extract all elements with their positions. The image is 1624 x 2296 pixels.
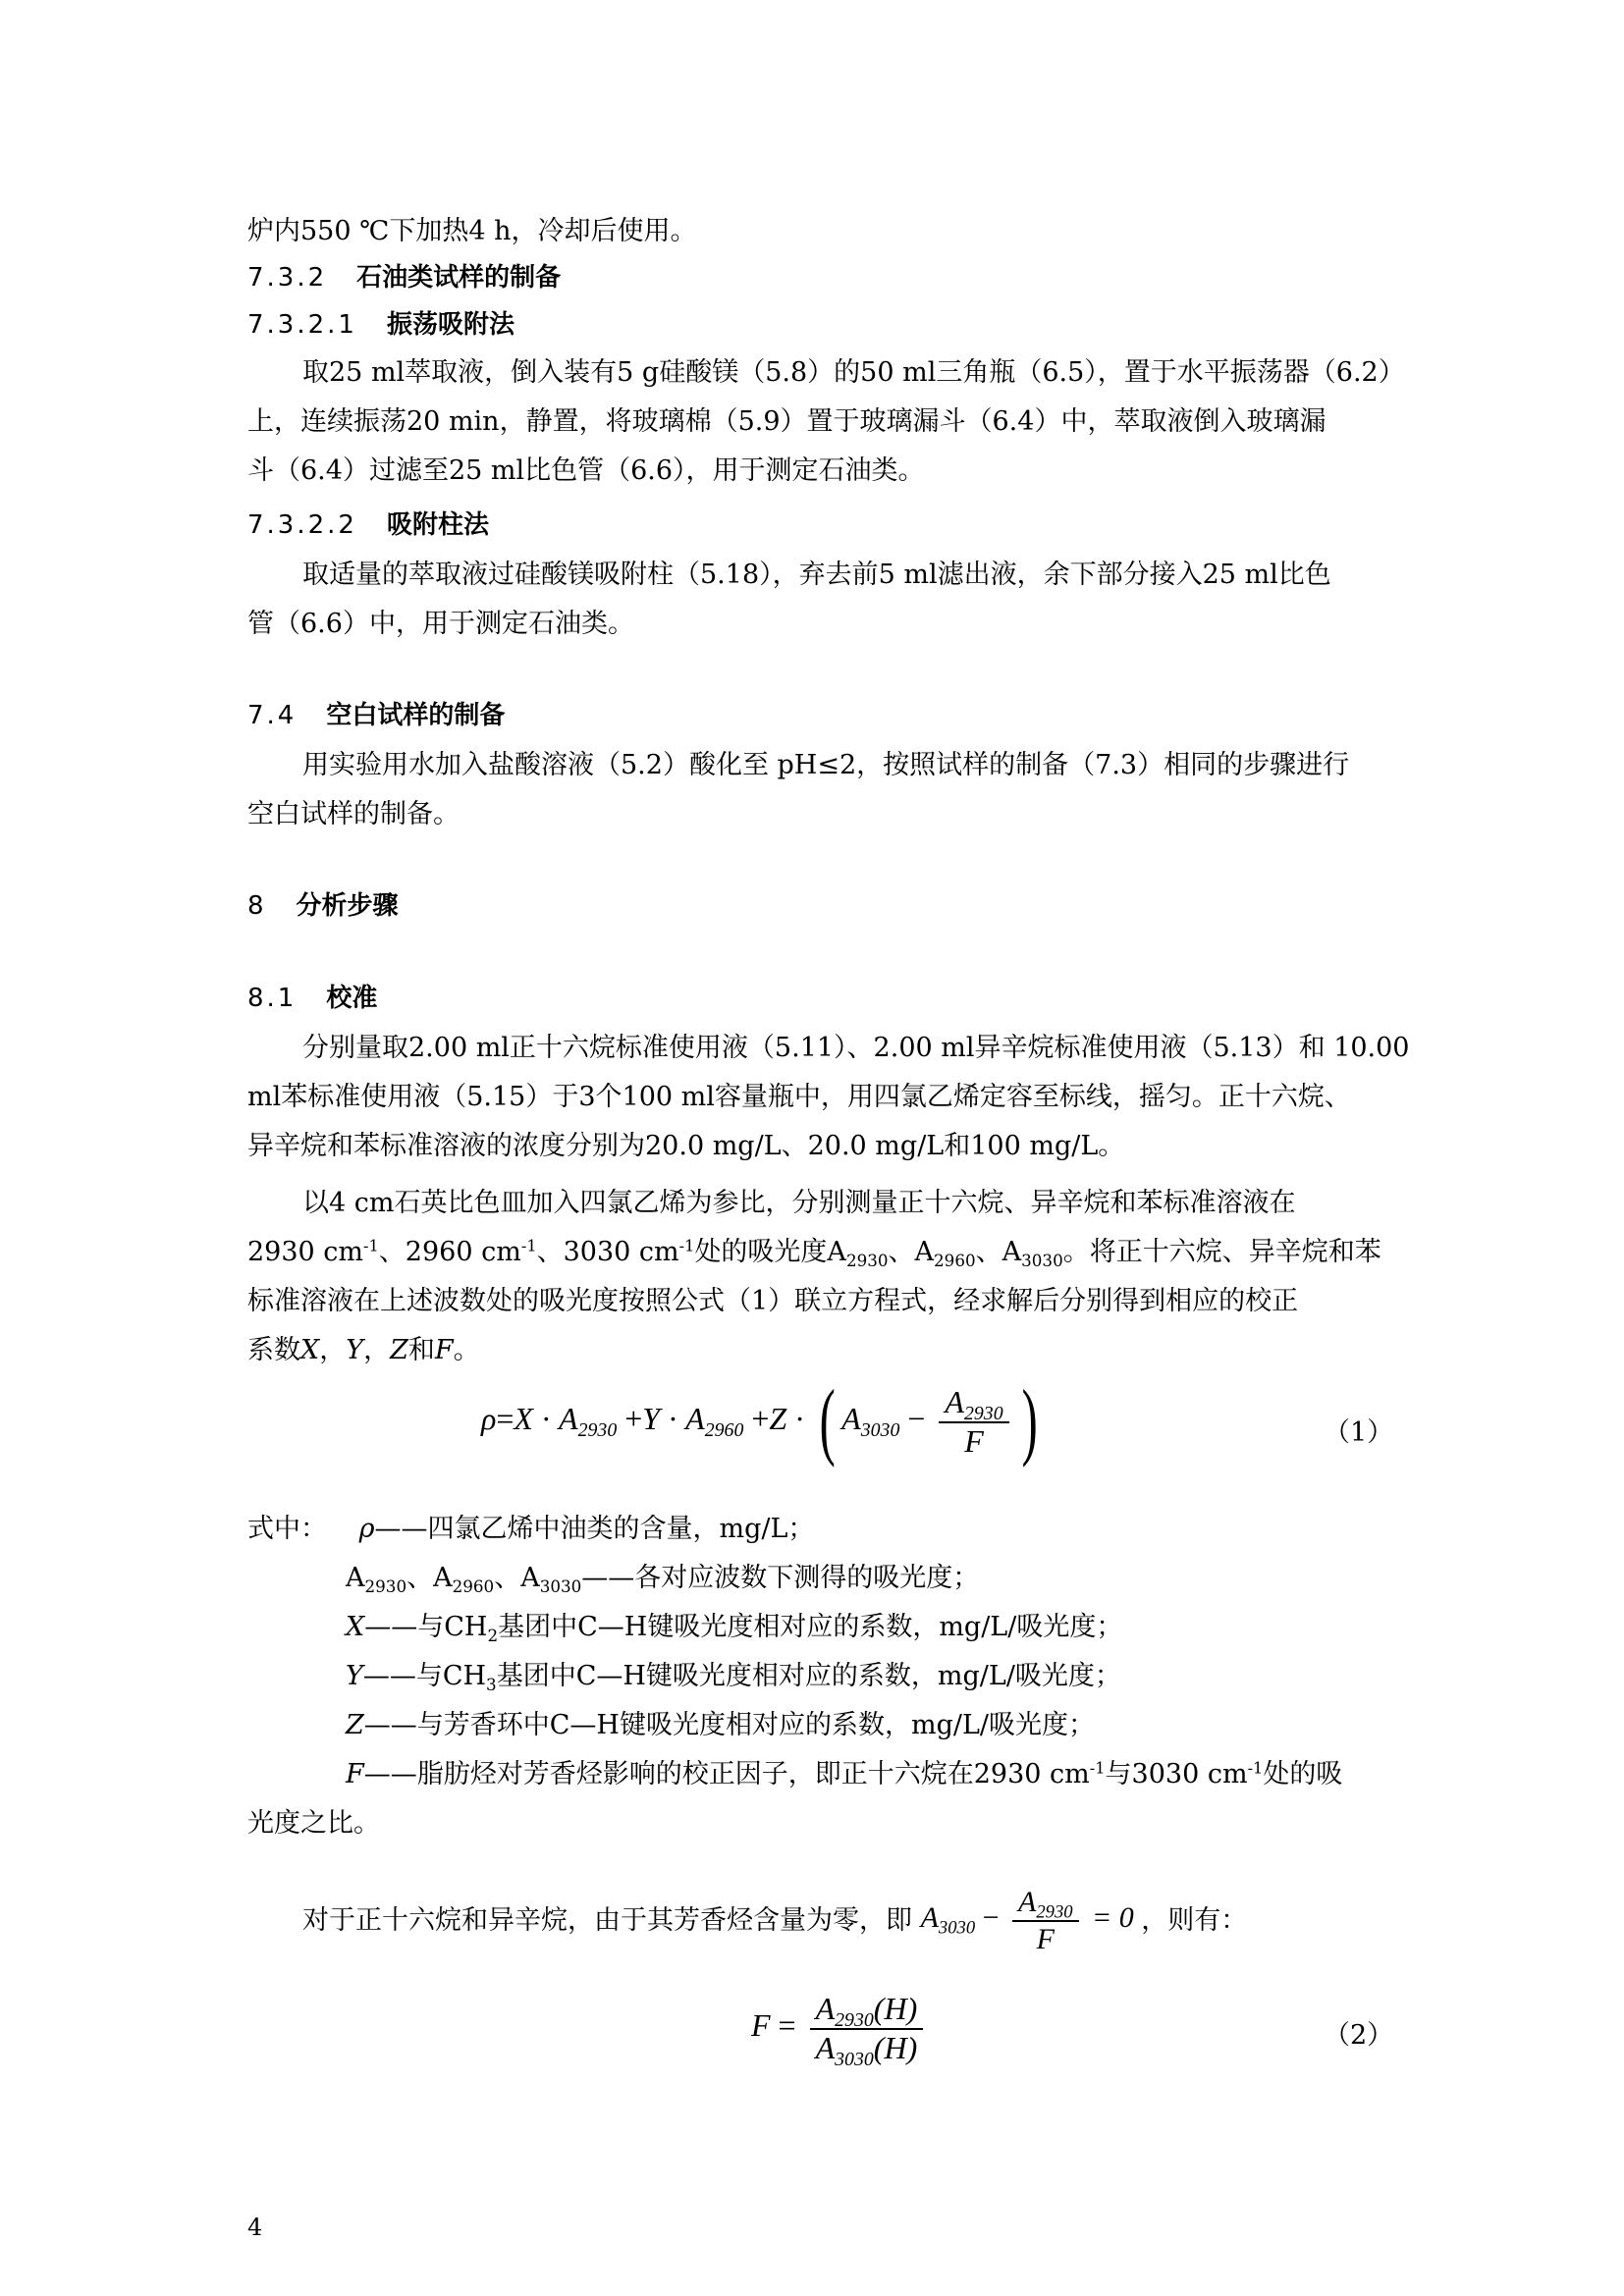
- text-span: 基团中C—H键吸光度相对应的系数，mg/L/吸光度；: [496, 1661, 1121, 1691]
- text-line: 光度之比。: [247, 1808, 380, 1839]
- where-a: [346, 1563, 979, 1594]
- section-title: 吸附柱法: [386, 510, 489, 540]
- text-span: ，: [319, 1335, 347, 1365]
- text-span: ，: [363, 1335, 391, 1365]
- eq-fraction: [810, 1991, 924, 2070]
- text-span: 式中：: [247, 1514, 327, 1544]
- eq-numerator: [1012, 1887, 1079, 1922]
- equation-number-2: （2）: [1324, 2020, 1394, 2051]
- section-number: 7.3.2.1: [247, 310, 357, 340]
- eq-symbol: A: [815, 2029, 836, 2065]
- where-f: [346, 1759, 1342, 1790]
- var-x: X: [300, 1335, 320, 1365]
- text-line: 标准溶液在上述波数处的吸光度按照公式（1）联立方程式，经求解后分别得到相应的校正: [247, 1286, 1299, 1316]
- section-heading-8: [247, 891, 399, 922]
- where-y: [346, 1661, 1121, 1692]
- superscript: -1: [1089, 1758, 1106, 1778]
- text-span: ，则有：: [1141, 1905, 1248, 1936]
- text-span: 系数: [247, 1335, 300, 1365]
- eq-subscript: 2930: [963, 1402, 1003, 1424]
- text-span: 、: [406, 1563, 434, 1593]
- text-line: 用实验用水加入盐酸溶液（5.2）酸化至 pH≤2，按照试样的制备（7.3）相同的步骤进行: [302, 750, 1350, 780]
- subscript: 3030: [1021, 1250, 1063, 1270]
- eq-symbol: X: [514, 1400, 533, 1436]
- text-span: ——与CH: [364, 1612, 488, 1642]
- where-z: [346, 1710, 1095, 1741]
- text-span: ——与芳香环中C—H键吸光度相对应的系数，mg/L/吸光度；: [363, 1710, 1095, 1740]
- text-span: 、: [494, 1563, 521, 1593]
- eq-subscript: 2930: [577, 1418, 618, 1441]
- text-line: ml苯标准使用液（5.15）于3个100 ml容量瓶中，用四氯乙烯定容至标线，摇匀。正十六烷、: [247, 1082, 1351, 1112]
- subscript: 2930: [845, 1250, 889, 1270]
- eq-symbol: =: [496, 1400, 514, 1436]
- eq-subscript: 2960: [704, 1418, 744, 1441]
- section-title: 分析步骤: [296, 891, 399, 921]
- section-heading-7-3-2: [247, 263, 561, 294]
- text-span: 、A: [975, 1237, 1022, 1267]
- eq-subscript: 2930: [835, 2008, 874, 2031]
- section-title: 校准: [326, 984, 378, 1013]
- text-line: [247, 1335, 480, 1366]
- text-span: ——脂肪烃对芳香烃影响的校正因子，即正十六烷在2930 cm: [363, 1759, 1090, 1789]
- eq-symbol: (H): [873, 2029, 918, 2065]
- eq-symbol: ·: [794, 1400, 805, 1436]
- eq-subscript: 2930: [1036, 1901, 1073, 1923]
- text-span: 、A: [888, 1237, 935, 1267]
- eq-denominator: F: [964, 1422, 984, 1459]
- eq-fraction: [939, 1386, 1008, 1458]
- text-line: 分别量取2.00 ml正十六烷标准使用液（5.11）、2.00 ml异辛烷标准使用液（5.13）和 10.00: [302, 1033, 1410, 1063]
- eq-symbol: A: [685, 1400, 705, 1436]
- var-y: Y: [346, 1335, 364, 1365]
- var-y: Y: [346, 1661, 363, 1691]
- eq-symbol: A: [841, 1400, 861, 1436]
- text-line: [247, 1237, 1381, 1268]
- text-span: ——四氯乙烯中油类的含量，mg/L；: [374, 1514, 815, 1544]
- section-heading-8-1: [247, 984, 377, 1014]
- subscript: 2930: [364, 1575, 407, 1596]
- subscript: 2: [487, 1625, 499, 1645]
- section-title: 石油类试样的制备: [356, 263, 562, 293]
- superscript: -1: [678, 1236, 695, 1255]
- text-line: 取适量的萃取液过硅酸镁吸附柱（5.18），弃去前5 ml滤出液，余下部分接入25 ml比色: [302, 560, 1331, 590]
- eq-numerator: [810, 1993, 924, 2030]
- section-title: 振荡吸附法: [386, 310, 514, 340]
- eq-fraction: [1012, 1887, 1079, 1954]
- subscript: 2960: [452, 1575, 495, 1596]
- eq-symbol: Y: [642, 1400, 661, 1436]
- text-line-inline-eq: [302, 1887, 1247, 1954]
- eq-subscript: 3030: [860, 1418, 900, 1441]
- eq-symbol: Z: [769, 1400, 787, 1436]
- section-heading-7-3-2-1: [247, 310, 514, 341]
- text-span: ——与CH: [362, 1661, 487, 1691]
- text-span: 。: [453, 1335, 480, 1365]
- eq-symbol: +: [624, 1400, 643, 1436]
- eq-subscript: 3030: [938, 1917, 976, 1939]
- subscript: 3030: [539, 1575, 582, 1596]
- var-f: F: [346, 1759, 364, 1789]
- eq-subscript: 3030: [835, 2048, 874, 2070]
- section-number: 7.3.2: [247, 263, 328, 293]
- text-span: A: [433, 1563, 453, 1593]
- eq-symbol: A: [920, 1901, 939, 1935]
- inline-equation: [920, 1886, 1142, 1955]
- text-span: 基团中C—H键吸光度相对应的系数，mg/L/吸光度；: [498, 1612, 1123, 1642]
- eq-symbol: = 0: [1092, 1901, 1134, 1935]
- text-span: 与3030 cm: [1105, 1759, 1248, 1789]
- eq-symbol: =: [778, 2006, 796, 2043]
- equation-1: [481, 1373, 1044, 1469]
- text-span: ——各对应波数下测得的吸光度；: [581, 1563, 980, 1593]
- var-f: F: [434, 1335, 454, 1365]
- eq-paren: ): [1021, 1373, 1038, 1469]
- section-number: 7.3.2.2: [247, 510, 357, 540]
- text-span: 、3030 cm: [536, 1237, 679, 1267]
- eq-symbol: −: [982, 1901, 1000, 1935]
- text-span: 对于正十六烷和异辛烷，由于其芳香烃含量为零，即: [302, 1905, 912, 1936]
- var-rho: ρ: [358, 1514, 375, 1544]
- where-rho: [247, 1514, 814, 1545]
- text-span: A: [346, 1563, 365, 1593]
- text-line: 取25 ml萃取液，倒入装有5 g硅酸镁（5.8）的50 ml三角瓶（6.5），置于水平振荡器（6.2）: [302, 357, 1405, 388]
- eq-symbol: ·: [540, 1400, 552, 1436]
- superscript: -1: [1247, 1758, 1264, 1778]
- eq-denominator: F: [1036, 1922, 1055, 1955]
- text-span: 处的吸: [1263, 1759, 1343, 1789]
- var-z: Z: [346, 1710, 364, 1740]
- section-heading-7-4: [247, 701, 505, 731]
- where-x: [346, 1612, 1122, 1643]
- eq-paren: (: [819, 1373, 836, 1469]
- text-line: 斗（6.4）过滤至25 ml比色管（6.6），用于测定石油类。: [247, 455, 925, 486]
- subscript: 2960: [934, 1250, 976, 1270]
- text-line: 空白试样的制备。: [247, 799, 460, 829]
- section-title: 空白试样的制备: [326, 701, 506, 730]
- page-number: 4: [247, 2214, 263, 2241]
- var-z: Z: [390, 1335, 408, 1365]
- text-span: A: [520, 1563, 540, 1593]
- section-number: 8.1: [247, 984, 298, 1013]
- text-line: 以4 cm石英比色皿加入四氯乙烯为参比，分别测量正十六烷、异辛烷和苯标准溶液在: [302, 1188, 1296, 1218]
- eq-symbol: F: [751, 2006, 771, 2043]
- eq-symbol: ρ: [481, 1400, 497, 1436]
- superscript: -1: [363, 1236, 379, 1255]
- section-number: 8: [247, 891, 267, 921]
- eq-symbol: −: [907, 1400, 926, 1436]
- eq-symbol: (H): [873, 1991, 918, 2026]
- text-span: 2930 cm: [247, 1237, 364, 1267]
- section-number: 7.4: [247, 701, 298, 730]
- eq-numerator: [939, 1386, 1008, 1423]
- text-line: 管（6.6）中，用于测定石油类。: [247, 609, 634, 639]
- eq-denominator: [810, 2029, 924, 2070]
- text-line: 上，连续振荡20 min，静置，将玻璃棉（5.9）置于玻璃漏斗（6.4）中，萃取液倒入玻璃漏: [247, 406, 1326, 437]
- text-span: 处的吸光度A: [694, 1237, 846, 1267]
- eq-symbol: A: [1018, 1886, 1037, 1918]
- text-line: 炉内550 ℃下加热4 h，冷却后使用。: [247, 216, 697, 246]
- text-span: 和: [407, 1335, 435, 1365]
- equation-2: [751, 1991, 929, 2070]
- subscript: 3: [486, 1674, 497, 1694]
- eq-symbol: A: [945, 1384, 964, 1419]
- section-heading-7-3-2-2: [247, 510, 489, 541]
- eq-symbol: A: [559, 1400, 578, 1436]
- var-x: X: [346, 1612, 365, 1642]
- text-span: 、2960 cm: [378, 1237, 521, 1267]
- superscript: -1: [520, 1236, 537, 1255]
- eq-symbol: +: [751, 1400, 770, 1436]
- eq-symbol: ·: [668, 1400, 678, 1436]
- eq-symbol: A: [815, 1991, 836, 2026]
- text-span: 。将正十六烷、异辛烷和苯: [1062, 1237, 1381, 1267]
- equation-number-1: （1）: [1324, 1417, 1394, 1448]
- text-line: 异辛烷和苯标准溶液的浓度分别为20.0 mg/L、20.0 mg/L和100 mg/L。: [247, 1131, 1125, 1161]
